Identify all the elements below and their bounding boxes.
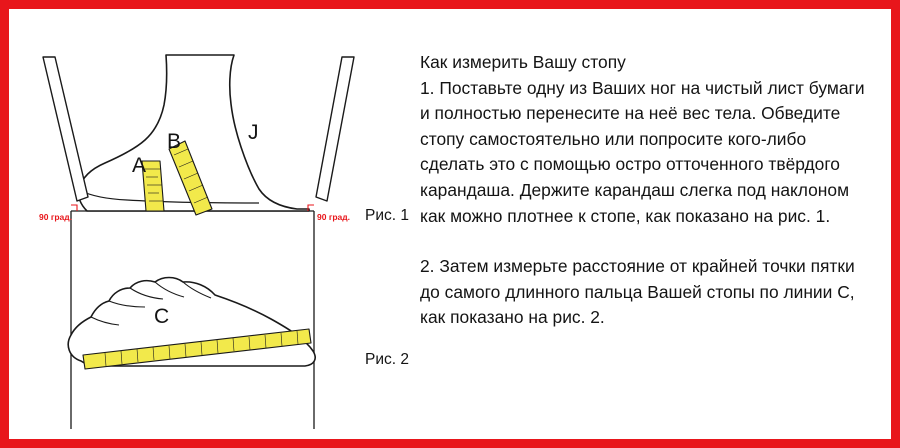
diagram-svg bbox=[9, 9, 409, 439]
instructions-title: Как измерить Вашу стопу bbox=[420, 52, 626, 72]
angle-label-right: 90 град. bbox=[317, 212, 351, 222]
pencil-left bbox=[43, 57, 88, 201]
figure-1-caption: Рис. 1 bbox=[365, 207, 409, 224]
label-measurement-b: B bbox=[167, 130, 182, 153]
figure-2-caption: Рис. 2 bbox=[365, 351, 409, 368]
right-angle-marker-left bbox=[71, 205, 77, 211]
pencil-right bbox=[316, 57, 354, 201]
instructions-step-1: 1. Поставьте одну из Ваших ног на чистый лист бумаги и полностью перенесите на неё вес тела. Обведите стопу самостоятельно или попросите кого-либо сделать это с помощью остро отточенного твёрдого карандаша. Держите карандаш слегка под наклоном как можно плотнее к стопе, как показано на рис. 1. bbox=[420, 77, 865, 226]
instructions-panel bbox=[420, 50, 870, 331]
label-measurement-c: C bbox=[154, 305, 170, 328]
figure2-group bbox=[68, 278, 315, 370]
angle-label-left: 90 град. bbox=[39, 212, 73, 222]
label-measurement-j: J bbox=[248, 121, 259, 144]
foot-measurement-diagram bbox=[9, 9, 409, 439]
figure1-group bbox=[43, 55, 354, 429]
instructions-step-2: 2. Затем измерьте расстояние от крайней точки пятки до самого длинного пальца Вашей стопы по линии С, как показано на рис. 2. bbox=[420, 256, 855, 328]
label-measurement-a: A bbox=[132, 154, 147, 177]
